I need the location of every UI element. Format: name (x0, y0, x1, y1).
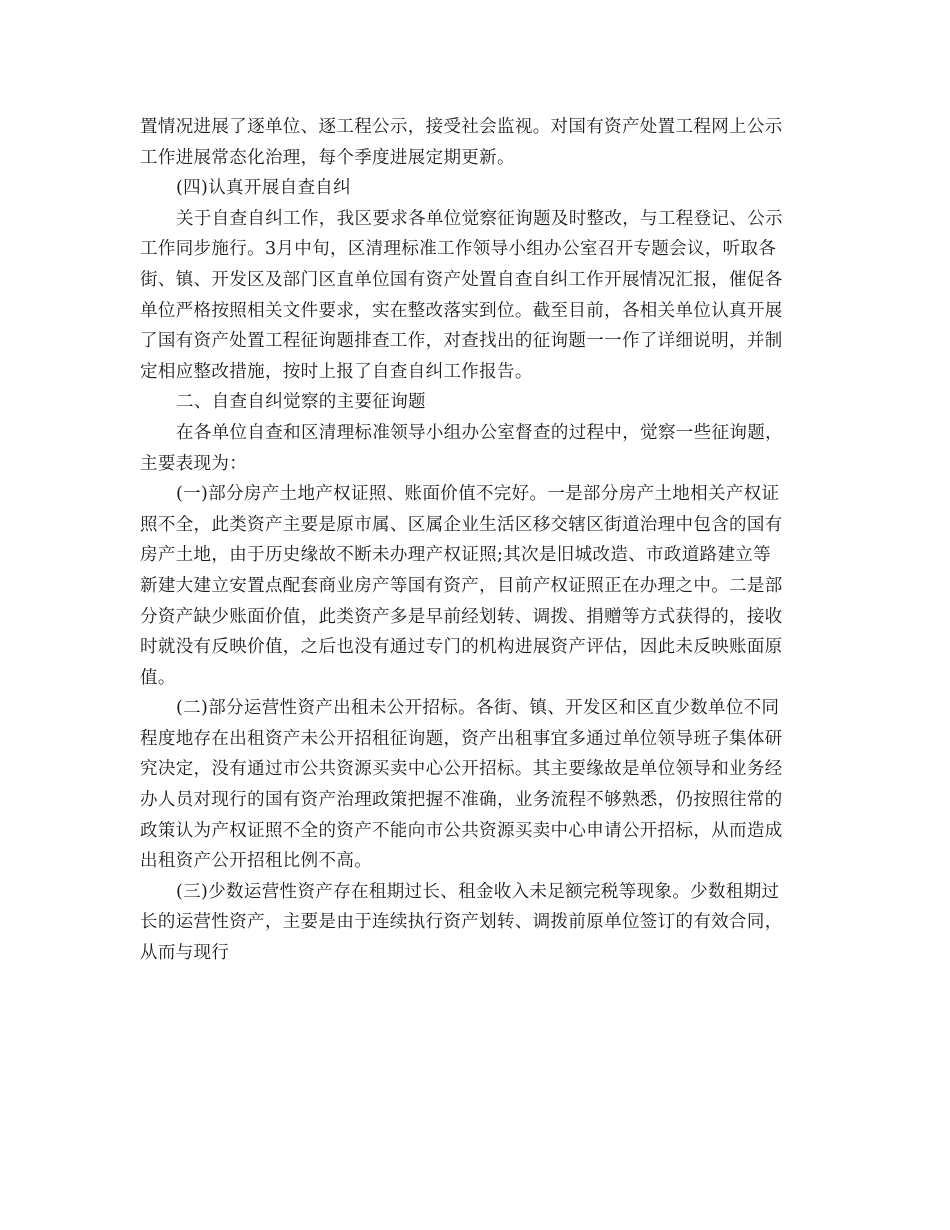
paragraph-line: 置情况进展了逐单位、逐工程公示，接受社会监视。对国有资产处置工程网上公示 (140, 117, 783, 137)
paragraph-line: 工作进展常态化治理，每个季度进展定期更新。 (140, 147, 515, 168)
paragraph-first-line: (一)部分房产土地产权证照、账面价值不完好。一是部分房产土地相关产权证 (176, 484, 780, 505)
paragraph-line: 房产土地，由于历史缘故不断未办理产权证照;其次是旧城改造、市政道路建立等 (140, 545, 771, 566)
paragraph-line: 单位严格按照相关文件要求，实在整改落实到位。截至目前，各相关单位认真开展 (140, 300, 783, 321)
paragraph-line: 工作同步施行。3月中旬，区清理标准工作领导小组办公室召开专题会议，听取各 (140, 239, 777, 260)
paragraph-first-line: 在各单位自查和区清理标准领导小组办公室督查的过程中，觉察一些征询题， (176, 422, 783, 443)
paragraph-line: 值。 (140, 667, 176, 688)
paragraph-line: 定相应整改措施，按时上报了自查自纠工作报告。 (140, 361, 533, 382)
document-body (140, 112, 820, 969)
paragraph-line: 了国有资产处置工程征询题排查工作，对查找出的征询题一一作了详细说明，并制 (140, 331, 783, 352)
paragraph-line: 新建大建立安置点配套商业房产等国有资产，目前产权证照正在办理之中。二是部 (140, 575, 783, 596)
paragraph-line: 从而与现行 (140, 943, 230, 964)
paragraph-first-line: 二、自查自纠觉察的主要征询题 (176, 392, 426, 413)
paragraph-first-line: (二)部分运营性资产出租未公开招标。各街、镇、开发区和区直少数单位不同 (176, 698, 780, 719)
paragraph-line: 出租资产公开招租比例不高。 (140, 851, 373, 872)
paragraph-line: 时就没有反映价值，之后也没有通过专门的机构进展资产评估，因此未反映账面原 (140, 637, 783, 658)
paragraph-line: 主要表现为： (140, 453, 248, 474)
paragraph-first-line: (三)少数运营性资产存在租期过长、租金收入未足额完税等现象。少数租期过 (176, 881, 780, 902)
paragraph-first-line: (四)认真开展自查自纠 (176, 178, 352, 199)
paragraph-line: 程度地存在出租资产未公开招租征询题，资产出租事宜多通过单位领导班子集体研 (140, 728, 783, 749)
paragraph-line: 照不全，此类资产主要是原市属、区属企业生活区移交辖区街道治理中包含的国有 (140, 514, 783, 535)
paragraph-line: 分资产缺少账面价值，此类资产多是早前经划转、调拨、捐赠等方式获得的，接收 (140, 606, 783, 627)
paragraph-first-line: 关于自查自纠工作，我区要求各单位觉察征询题及时整改，与工程登记、公示 (176, 208, 783, 229)
paragraph-line: 究决定，没有通过市公共资源买卖中心公开招标。其主要缘故是单位领导和业务经 (140, 759, 783, 780)
paragraph-line: 办人员对现行的国有资产治理政策把握不准确，业务流程不够熟悉，仍按照往常的 (140, 790, 783, 811)
paragraph-line: 长的运营性资产，主要是由于连续执行资产划转、调拨前原单位签订的有效合同， (140, 912, 783, 933)
paragraph-line: 街、镇、开发区及部门区直单位国有资产处置自查自纠工作开展情况汇报，催促各 (140, 269, 783, 290)
paragraph-line: 政策认为产权证照不全的资产不能向市公共资源买卖中心申请公开招标，从而造成 (140, 820, 783, 841)
